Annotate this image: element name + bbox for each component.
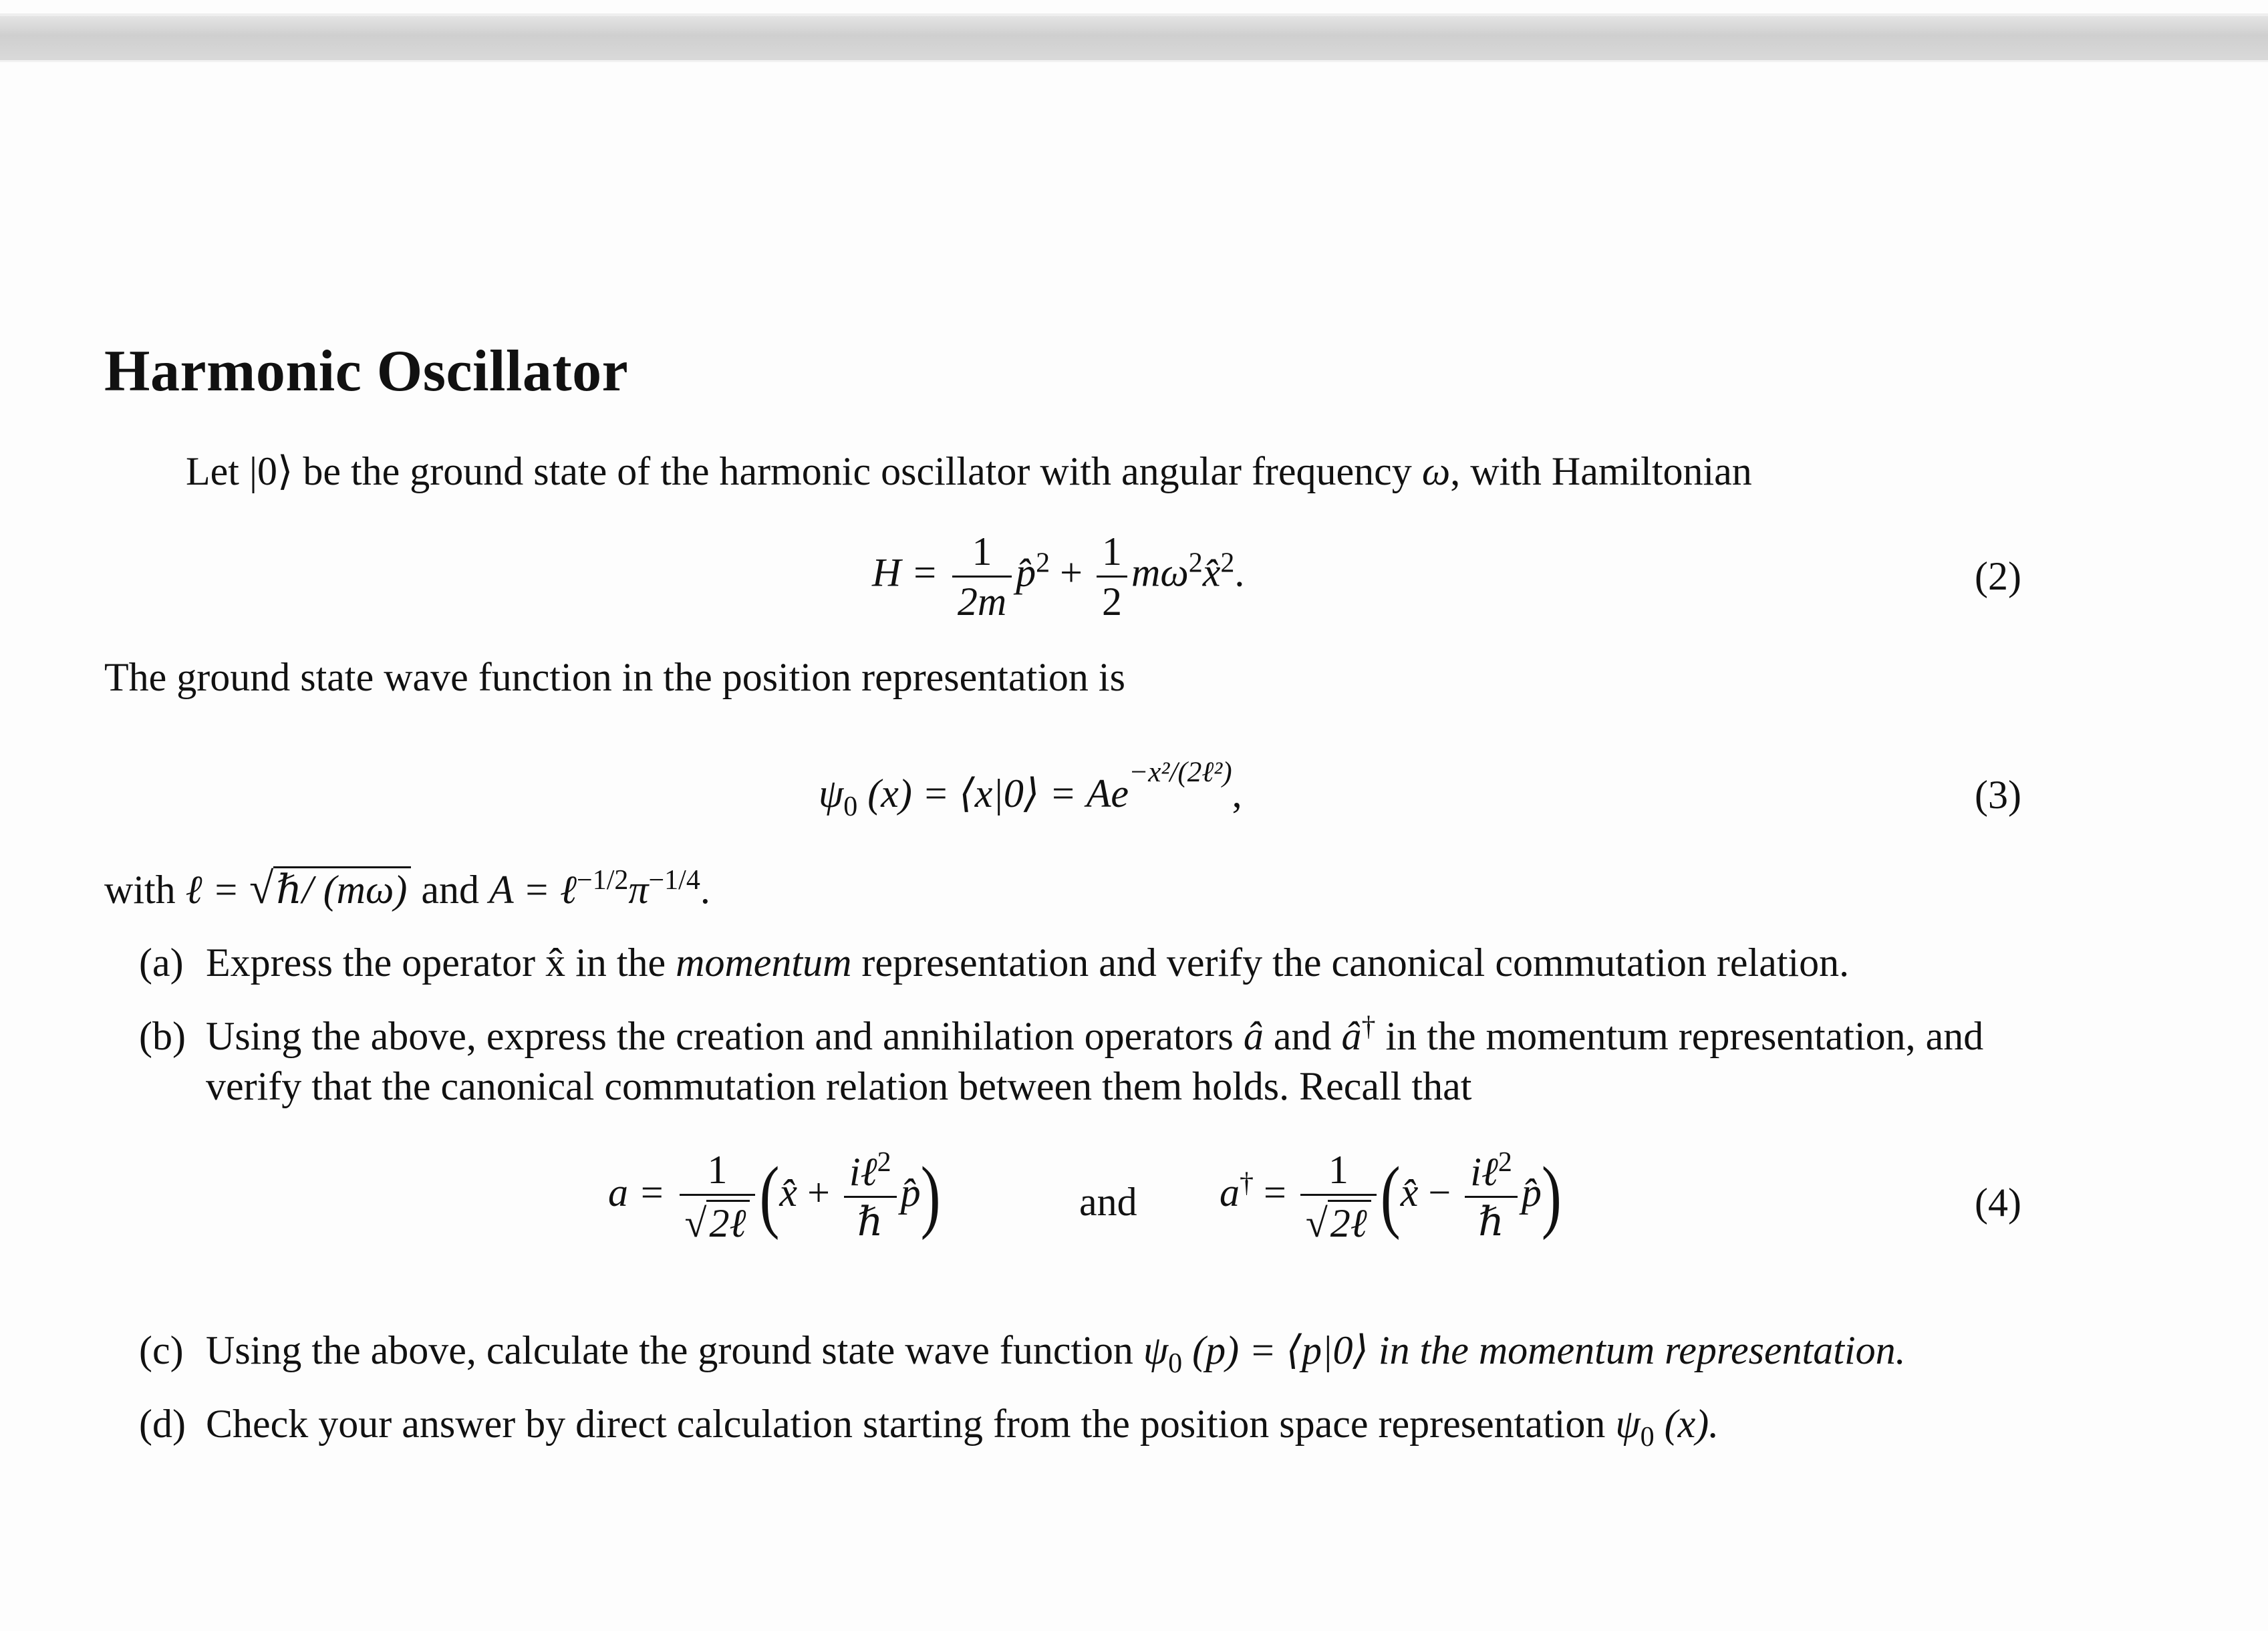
sqrt-symbol: √	[249, 864, 274, 913]
item-label: (c)	[139, 1328, 184, 1372]
list-item-b: (b) Using the above, express the creation and annihilation operators â and â† in the momentum representation, and	[139, 1011, 1984, 1058]
equation-number-2: (2)	[1975, 554, 2021, 598]
wavefunction-intro: The ground state wave function in the position representation is	[104, 655, 1125, 699]
list-item-d: (d) Check your answer by direct calculation starting from the position space representation $\psi_0$ (x).	[139, 1402, 1719, 1453]
intro-tail: , with Hamiltonian	[1450, 449, 1752, 493]
item-label: (b)	[139, 1014, 186, 1058]
item-label: (d)	[139, 1402, 186, 1446]
equation-hamiltonian: H = $\frac{1}{2m}$ p̂$^2$ + $\frac{1}{2}$ $m\omega^2x̂^2$.	[872, 529, 1245, 624]
intro-lead: Let |0⟩ be the ground state of the harmonic oscillator with angular frequency	[186, 449, 1422, 493]
equation-and: and	[1079, 1180, 1137, 1224]
eq2-p: p̂	[1016, 550, 1036, 595]
eq2-lhs: H =	[872, 550, 938, 595]
list-item-c: (c) Using the above, calculate the ground state wave function $\psi_0$ (p) = ⟨p|0⟩ in the momentum representation.	[139, 1328, 1906, 1379]
definitions-line: with ℓ = √ℏ/ (mω) and $A = \ell^{-1/2}\pi^{-1/4}$.	[104, 864, 710, 913]
intro-omega: ω	[1421, 449, 1451, 493]
equation-number-4: (4)	[1975, 1180, 2021, 1225]
equation-wavefunction: $\psi_0$ (x) = ⟨x|0⟩ = $Ae^{-x^2/(2\ell^2)}$,	[819, 756, 1242, 822]
equation-creation-operator: a† = $\frac{1}{\text{√2ℓ}}$ (x̂ − $\frac{i\ell^2}{\text{ℏ}}$ p̂)	[1220, 1146, 1562, 1245]
equation-ladder-operators: a = $\frac{1}{\text{√2ℓ}}$ (x̂ + $\frac{i\ell^2}{\text{ℏ}}$ p̂)	[608, 1146, 941, 1245]
item-label: (a)	[139, 940, 184, 985]
sqrt-content: ℏ/ (mω)	[273, 866, 411, 910]
intro-paragraph	[186, 448, 1752, 495]
eq2-frac2: $\frac{1}{2}$	[1097, 531, 1127, 622]
section-title: Harmonic Oscillator	[104, 339, 629, 404]
list-item-a: (a) Express the operator x̂ in the momentum representation and verify the canonical commutation relation.	[139, 940, 1850, 985]
eq2-frac1: $\frac{1}{2m}$	[952, 531, 1012, 622]
list-item-b-continued: verify that the canonical commutation relation between them holds. Recall that	[206, 1064, 1472, 1108]
equation-number-3: (3)	[1975, 773, 2021, 817]
